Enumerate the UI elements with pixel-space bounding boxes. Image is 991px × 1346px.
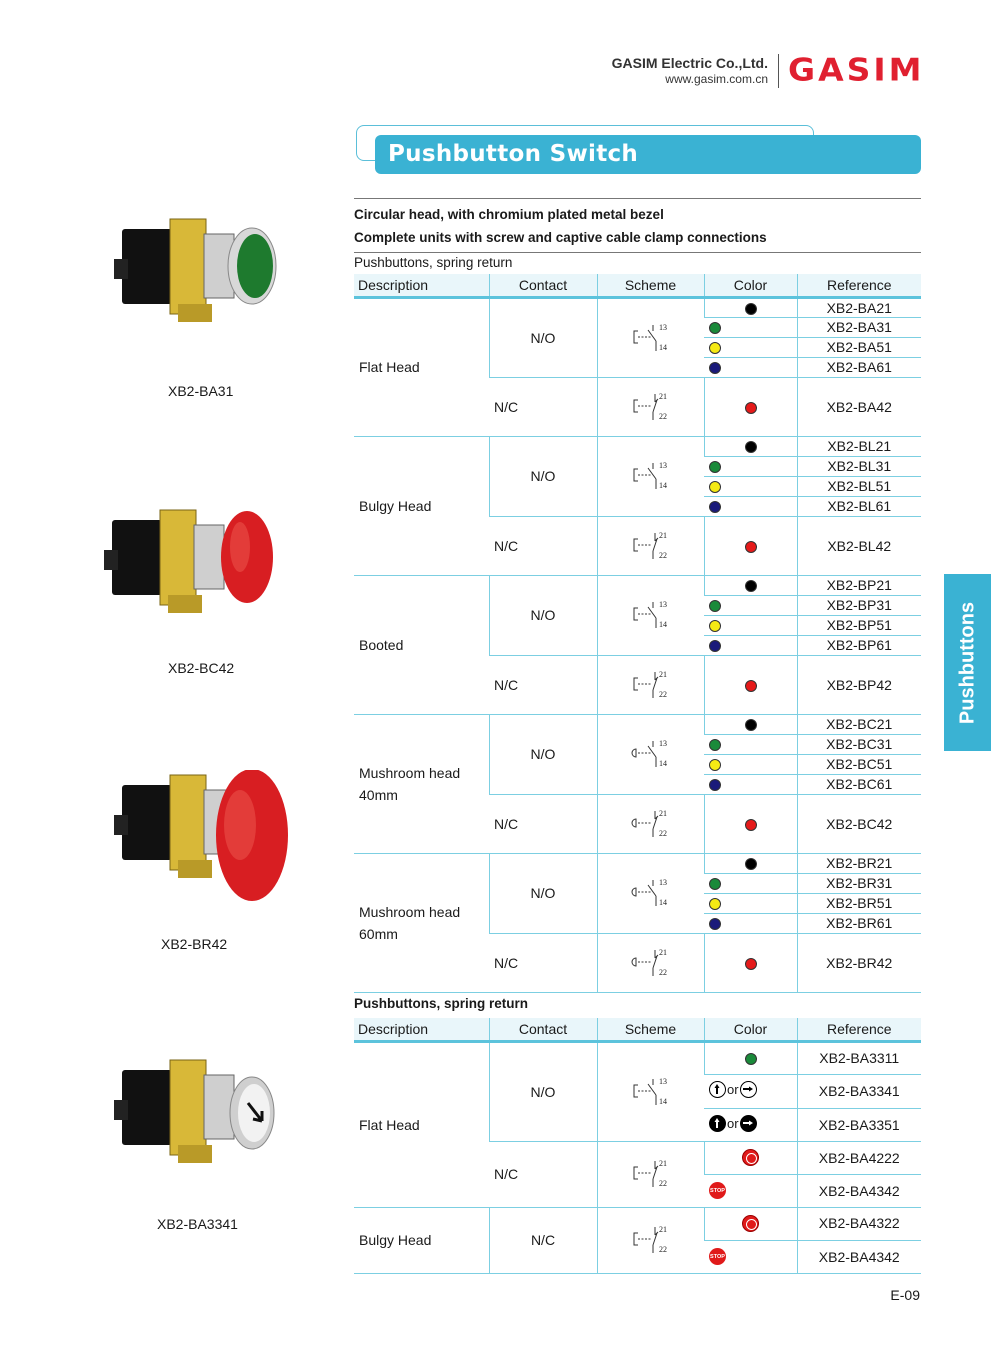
- black-dot-icon: [745, 580, 757, 592]
- col-color: Color: [704, 1018, 797, 1041]
- svg-text:22: 22: [658, 1244, 667, 1254]
- svg-text:13: 13: [658, 600, 667, 609]
- scheme-cell: [597, 575, 704, 655]
- black-dot-icon: [745, 719, 757, 731]
- color-cell: [704, 575, 797, 595]
- black-dot-icon: [745, 303, 757, 315]
- contact-cell: N/O: [489, 436, 597, 516]
- divider: [354, 252, 921, 253]
- contact-scheme-icon: [626, 600, 676, 629]
- arrow-up-filled-icon: [709, 1115, 726, 1132]
- contact-cell: N/O: [489, 853, 597, 933]
- table-row: [354, 1207, 921, 1240]
- green-dot-icon: [709, 739, 721, 751]
- svg-text:22: 22: [658, 828, 667, 838]
- green-dot-icon: [709, 878, 721, 890]
- red-ring-icon: [742, 1149, 759, 1166]
- reference-cell: XB2-BC21: [797, 714, 921, 734]
- reference-cell: XB2-BP42: [797, 655, 921, 714]
- red-dot-icon: [745, 819, 757, 831]
- color-cell: [704, 496, 797, 516]
- scheme-cell: [597, 436, 704, 516]
- table-header-row: [354, 1018, 921, 1041]
- product-caption: XB2-BA3341: [157, 1216, 238, 1232]
- reference-cell: XB2-BL51: [797, 476, 921, 496]
- scheme-cell: [597, 853, 704, 933]
- color-cell: [704, 297, 797, 317]
- page-title: Pushbutton Switch: [388, 141, 639, 167]
- contact-scheme-icon: [626, 739, 676, 768]
- contact-nc: N/C: [489, 1141, 597, 1207]
- red-dot-icon: [745, 680, 757, 692]
- product-image-xb2-ba3341: [112, 1055, 292, 1195]
- company-name: GASIM Electric Co.,Ltd.: [611, 55, 768, 71]
- color-symbol: [704, 1240, 797, 1273]
- color-cell: [704, 357, 797, 377]
- svg-text:21: 21: [658, 391, 667, 401]
- color-cell: [704, 456, 797, 476]
- divider: [354, 198, 921, 199]
- table-row: [354, 714, 921, 734]
- color-symbol: [704, 1174, 797, 1207]
- yellow-dot-icon: [709, 481, 721, 493]
- title-banner: [375, 135, 921, 174]
- svg-text:13: 13: [658, 1076, 667, 1086]
- description-cell: [354, 297, 489, 436]
- table-header-row: [354, 274, 921, 297]
- reference-cell: XB2-BR61: [797, 913, 921, 933]
- description-cell: [354, 575, 489, 714]
- scheme-cell: [597, 655, 704, 714]
- green-dot-icon: [745, 1053, 757, 1065]
- description-cell: [354, 853, 489, 992]
- color-symbol: [704, 1141, 797, 1174]
- contact-no: N/O: [489, 1041, 597, 1141]
- green-dot-icon: [709, 600, 721, 612]
- reference-cell: XB2-BR42: [797, 933, 921, 992]
- reference: XB2-BA3351: [797, 1108, 921, 1141]
- svg-text:14: 14: [658, 620, 667, 629]
- reference-cell: XB2-BR31: [797, 873, 921, 893]
- color-cell: [704, 794, 797, 853]
- blue-dot-icon: [709, 362, 721, 374]
- blue-dot-icon: [709, 640, 721, 652]
- svg-text:22: 22: [658, 689, 667, 699]
- svg-text:21: 21: [658, 530, 667, 540]
- header-divider: [778, 54, 779, 88]
- reference: XB2-BA4222: [797, 1141, 921, 1174]
- intro-line-1: Circular head, with chromium plated metal bezel: [354, 207, 664, 222]
- table-row: [354, 853, 921, 873]
- stop-icon: STOP: [709, 1248, 726, 1265]
- contact-scheme-icon: [626, 947, 676, 977]
- product-caption: XB2-BA31: [168, 383, 234, 399]
- reference-cell: XB2-BL21: [797, 436, 921, 456]
- product-caption: XB2-BC42: [168, 660, 235, 676]
- yellow-dot-icon: [709, 620, 721, 632]
- contact-scheme-icon: [626, 1159, 676, 1188]
- reference-cell: XB2-BA42: [797, 377, 921, 436]
- blue-dot-icon: [709, 918, 721, 930]
- reference-cell: XB2-BP51: [797, 615, 921, 635]
- contact-scheme-icon: [626, 669, 676, 699]
- color-cell: [704, 714, 797, 734]
- reference: XB2-BA4342: [797, 1174, 921, 1207]
- reference-cell: XB2-BP61: [797, 635, 921, 655]
- product-image-xb2-bc42: [102, 505, 282, 645]
- description-line: Flat Head: [359, 359, 420, 375]
- color-symbol: [704, 1108, 797, 1141]
- reference-cell: XB2-BR21: [797, 853, 921, 873]
- description-line: Booted: [359, 636, 404, 653]
- reference: XB2-BA3341: [797, 1074, 921, 1108]
- reference: XB2-BA4342: [797, 1240, 921, 1273]
- svg-text:22: 22: [658, 550, 667, 560]
- description-cell: [354, 714, 489, 853]
- col-reference: Reference: [797, 274, 921, 297]
- red-dot-icon: [745, 958, 757, 970]
- black-dot-icon: [745, 441, 757, 453]
- description-line: 40mm: [359, 786, 398, 803]
- svg-text:14: 14: [658, 898, 667, 907]
- color-cell: [704, 933, 797, 992]
- col-description: Description: [354, 1018, 489, 1041]
- red-dot-icon: [745, 402, 757, 414]
- scheme-cell: [597, 297, 704, 377]
- or-text: or: [727, 1115, 739, 1131]
- contact-cell: N/C: [489, 516, 597, 575]
- svg-text:21: 21: [658, 808, 667, 818]
- col-contact: Contact: [489, 274, 597, 297]
- contact-cell: N/C: [489, 794, 597, 853]
- reference-cell: XB2-BL42: [797, 516, 921, 575]
- svg-text:21: 21: [658, 947, 667, 957]
- color-cell: [704, 436, 797, 456]
- contact-cell: N/C: [489, 377, 597, 436]
- contact-scheme-icon: [626, 322, 676, 352]
- red-ring-icon: [742, 1215, 759, 1232]
- reference-cell: XB2-BA21: [797, 297, 921, 317]
- contact-scheme-icon: [626, 878, 676, 907]
- color-cell: [704, 516, 797, 575]
- svg-text:22: 22: [658, 411, 667, 421]
- desc-flat-head: Flat Head: [354, 1041, 489, 1207]
- col-contact: Contact: [489, 1018, 597, 1041]
- contact-cell: N/O: [489, 575, 597, 655]
- color-cell: [704, 595, 797, 615]
- product-image-xb2-ba31: [112, 214, 292, 354]
- color-cell: [704, 377, 797, 436]
- pushbutton-table-2: [354, 1018, 921, 1274]
- svg-text:13: 13: [658, 461, 667, 470]
- contact-nc: N/C: [489, 1207, 597, 1273]
- color-cell: [704, 913, 797, 933]
- color-cell: [704, 754, 797, 774]
- product-image-xb2-br42: [112, 770, 292, 910]
- reference-cell: XB2-BP31: [797, 595, 921, 615]
- description-line: Mushroom head: [359, 764, 461, 781]
- red-dot-icon: [745, 541, 757, 553]
- svg-text:21: 21: [658, 1159, 667, 1168]
- svg-text:14: 14: [658, 1096, 667, 1106]
- scheme-cell: [597, 933, 704, 992]
- scheme-no: [597, 1041, 704, 1141]
- or-text: or: [727, 1082, 739, 1097]
- reference-cell: XB2-BA31: [797, 317, 921, 337]
- svg-text:22: 22: [658, 1179, 667, 1188]
- scheme-cell: [597, 794, 704, 853]
- side-tab-label: Pushbuttons: [956, 601, 978, 724]
- color-cell: [704, 655, 797, 714]
- svg-text:13: 13: [658, 878, 667, 887]
- contact-cell: N/C: [489, 655, 597, 714]
- svg-text:13: 13: [658, 322, 667, 332]
- pushbutton-table: [354, 274, 921, 993]
- contact-scheme-icon: [626, 391, 676, 421]
- intro-line-2: Complete units with screw and captive cable clamp connections: [354, 230, 767, 245]
- reference-cell: XB2-BR51: [797, 893, 921, 913]
- reference-cell: XB2-BA51: [797, 337, 921, 357]
- svg-text:14: 14: [658, 342, 667, 352]
- yellow-dot-icon: [709, 759, 721, 771]
- contact-scheme-icon: [626, 1224, 676, 1254]
- contact-cell: N/C: [489, 933, 597, 992]
- col-reference: Reference: [797, 1018, 921, 1041]
- color-symbol: [704, 1074, 797, 1108]
- product-caption: XB2-BR42: [161, 936, 228, 952]
- col-description: Description: [354, 274, 489, 297]
- description-line: Mushroom head: [359, 903, 461, 920]
- scheme-cell: [597, 516, 704, 575]
- page-number: E-09: [890, 1287, 920, 1303]
- contact-scheme-icon: [626, 1076, 676, 1106]
- blue-dot-icon: [709, 501, 721, 513]
- color-cell: [704, 853, 797, 873]
- reference-cell: XB2-BC51: [797, 754, 921, 774]
- reference-cell: XB2-BL31: [797, 456, 921, 476]
- color-cell: [704, 476, 797, 496]
- description-line: 60mm: [359, 925, 398, 942]
- color-cell: [704, 774, 797, 794]
- company-info: [612, 55, 768, 86]
- color-cell: [704, 317, 797, 337]
- reference-cell: XB2-BC42: [797, 794, 921, 853]
- col-color: Color: [704, 274, 797, 297]
- scheme-nc: [597, 1141, 704, 1207]
- arrow-up-outline-icon: [709, 1081, 726, 1098]
- gasim-logo: GASIM: [788, 51, 925, 89]
- reference-cell: XB2-BC61: [797, 774, 921, 794]
- color-cell: [704, 337, 797, 357]
- contact-scheme-icon: [626, 808, 676, 838]
- table2-subtitle: Pushbuttons, spring return: [354, 996, 528, 1011]
- scheme-nc: [597, 1207, 704, 1273]
- scheme-cell: [597, 377, 704, 436]
- color-symbol: [704, 1207, 797, 1240]
- reference-cell: XB2-BC31: [797, 734, 921, 754]
- reference-cell: XB2-BL61: [797, 496, 921, 516]
- contact-cell: N/O: [489, 297, 597, 377]
- svg-text:21: 21: [658, 669, 667, 679]
- table1-subtitle: Pushbuttons, spring return: [354, 255, 513, 270]
- color-cell: [704, 635, 797, 655]
- table-row: [354, 1041, 921, 1074]
- yellow-dot-icon: [709, 342, 721, 354]
- description-line: Bulgy Head: [359, 497, 432, 514]
- reference-cell: XB2-BP21: [797, 575, 921, 595]
- reference-cell: XB2-BA61: [797, 357, 921, 377]
- contact-cell: N/O: [489, 714, 597, 794]
- color-cell: [704, 893, 797, 913]
- green-dot-icon: [709, 461, 721, 473]
- desc-bulgy-head: Bulgy Head: [354, 1207, 489, 1273]
- company-website: www.gasim.com.cn: [665, 72, 768, 86]
- table-row: [354, 297, 921, 317]
- section-side-tab: [944, 574, 991, 751]
- contact-scheme-icon: [626, 461, 676, 490]
- svg-text:14: 14: [658, 759, 667, 768]
- arrow-right-filled-icon: [740, 1115, 757, 1132]
- reference: XB2-BA3311: [797, 1041, 921, 1074]
- stop-icon: STOP: [709, 1182, 726, 1199]
- color-symbol: [704, 1041, 797, 1074]
- black-dot-icon: [745, 858, 757, 870]
- col-scheme: Scheme: [597, 274, 704, 297]
- arrow-right-outline-icon: [740, 1081, 757, 1098]
- blue-dot-icon: [709, 779, 721, 791]
- svg-text:14: 14: [658, 481, 667, 490]
- table-row: [354, 436, 921, 456]
- svg-text:13: 13: [658, 739, 667, 748]
- table-row: [354, 575, 921, 595]
- color-cell: [704, 734, 797, 754]
- svg-text:21: 21: [658, 1224, 667, 1234]
- color-cell: [704, 615, 797, 635]
- reference: XB2-BA4322: [797, 1207, 921, 1240]
- green-dot-icon: [709, 322, 721, 334]
- col-scheme: Scheme: [597, 1018, 704, 1041]
- contact-scheme-icon: [626, 530, 676, 560]
- scheme-cell: [597, 714, 704, 794]
- description-cell: [354, 436, 489, 575]
- color-cell: [704, 873, 797, 893]
- svg-text:22: 22: [658, 967, 667, 977]
- yellow-dot-icon: [709, 898, 721, 910]
